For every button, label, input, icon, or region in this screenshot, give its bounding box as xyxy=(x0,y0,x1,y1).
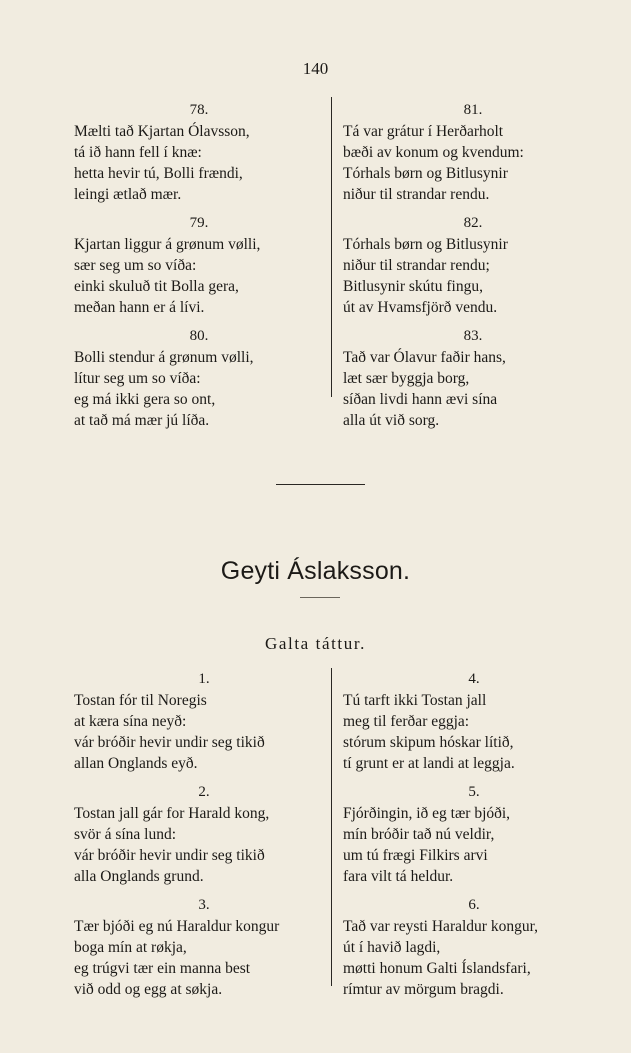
verse-line: at tað má mær jú líða. xyxy=(74,412,210,429)
stanza-number: 1. xyxy=(198,671,210,687)
stanza-number: 82. xyxy=(463,215,483,231)
stanza xyxy=(343,668,605,774)
stanza-number: 2. xyxy=(198,784,210,800)
right-column-bottom xyxy=(343,668,605,1007)
verse-line: lítur seg um so víða: xyxy=(74,370,201,387)
verse-line: niður til strandar rendu. xyxy=(343,186,490,203)
stanza xyxy=(74,668,334,774)
verse-line: Fjórðingin, ið eg tær bjóði, xyxy=(343,805,511,822)
section-subtitle: Galta táttur. xyxy=(264,634,367,653)
verse-line: tí grunt er at landi at leggja. xyxy=(343,755,515,772)
verse-line: bæði av konum og kvendum: xyxy=(343,144,524,161)
left-column-top xyxy=(74,99,324,438)
verse-line: tá ið hann fell í knæ: xyxy=(74,144,202,161)
verse-line: Bitlusynir skútu fingu, xyxy=(343,278,483,295)
section-separator-rule xyxy=(276,484,365,485)
verse-line: allan Onglands eyð. xyxy=(74,755,198,772)
verse-line: Tær bjóði eg nú Haraldur kongur xyxy=(74,918,280,935)
verse-line: Tórhals børn og Bitlusynir xyxy=(343,236,508,253)
left-column-bottom xyxy=(74,668,334,1007)
verse-line: Kjartan liggur á grønum vølli, xyxy=(74,236,261,253)
verse-line: einki skuluð tit Bolla gera, xyxy=(74,278,239,295)
verse-line: Tostan jall gár for Harald kong, xyxy=(74,805,270,822)
verse-line: Tórhals børn og Bitlusynir xyxy=(343,165,508,182)
stanza xyxy=(74,781,334,887)
stanza xyxy=(74,894,334,1000)
verse-line: meðan hann er á lívi. xyxy=(74,299,205,316)
stanza-number: 80. xyxy=(189,328,209,344)
verse-line: meg til ferðar eggja: xyxy=(343,713,470,730)
stanza-number: 5. xyxy=(468,784,480,800)
verse-line: svör á sína lund: xyxy=(74,826,177,843)
stanza-number: 83. xyxy=(463,328,483,344)
stanza-number: 3. xyxy=(198,897,210,913)
verse-line: eg má ikki gera so ont, xyxy=(74,391,216,408)
verse-line: stórum skipum hóskar lítið, xyxy=(343,734,514,751)
verse-line: alla út við sorg. xyxy=(343,412,440,429)
verse-line: út í havið lagdi, xyxy=(343,939,441,956)
stanza-number: 4. xyxy=(468,671,480,687)
stanza-number: 79. xyxy=(189,215,209,231)
section-title: Geyti Áslaksson. xyxy=(220,557,411,585)
verse-line: hetta hevir tú, Bolli frændi, xyxy=(74,165,243,182)
verse-line: læt sær byggja borg, xyxy=(343,370,470,387)
stanza xyxy=(74,212,324,318)
right-column-top xyxy=(343,99,603,438)
verse-line: um tú frægi Filkirs arvi xyxy=(343,847,488,864)
stanza xyxy=(74,325,324,431)
verse-line: rímtur av mörgum bragdi. xyxy=(343,981,504,998)
verse-line: við odd og egg at søkja. xyxy=(74,981,223,998)
stanza xyxy=(74,99,324,205)
verse-line: Tostan fór til Noregis xyxy=(74,692,207,709)
verse-line: mín bróðir tað nú veldir, xyxy=(343,826,495,843)
verse-line: Tú tarft ikki Tostan jall xyxy=(343,692,487,709)
verse-line: sær seg um so víða: xyxy=(74,257,197,274)
verse-line: fara vilt tá heldur. xyxy=(343,868,454,885)
stanza xyxy=(343,212,603,318)
verse-line: boga mín at røkja, xyxy=(74,939,187,956)
verse-line: alla Onglands grund. xyxy=(74,868,204,885)
stanza-number: 81. xyxy=(463,102,483,118)
stanza xyxy=(343,99,603,205)
stanza-number: 6. xyxy=(468,897,480,913)
title-underline-rule xyxy=(300,597,340,598)
stanza-number: 78. xyxy=(189,102,209,118)
verse-line: vár bróðir hevir undir seg tikið xyxy=(74,734,265,751)
verse-line: leingi ætlað mær. xyxy=(74,186,182,203)
verse-line: Tað var Ólavur faðir hans, xyxy=(343,349,506,366)
stanza xyxy=(343,894,605,1000)
column-divider-top xyxy=(331,97,332,397)
verse-line: niður til strandar rendu; xyxy=(343,257,490,274)
verse-line: Mælti tað Kjartan Ólavsson, xyxy=(74,123,250,140)
verse-line: Bolli stendur á grønum vølli, xyxy=(74,349,254,366)
verse-line: vár bróðir hevir undir seg tikið xyxy=(74,847,265,864)
verse-line: møtti honum Galti Íslandsfari, xyxy=(343,960,531,977)
page-number: 140 xyxy=(302,59,329,78)
verse-line: Tá var grátur í Herðarholt xyxy=(343,123,504,140)
stanza xyxy=(343,325,603,431)
verse-line: eg trúgvi tær ein manna best xyxy=(74,960,251,977)
verse-line: at kæra sína neyð: xyxy=(74,713,187,730)
verse-line: síðan livdi hann ævi sína xyxy=(343,391,498,408)
stanza xyxy=(343,781,605,887)
verse-line: Tað var reysti Haraldur kongur, xyxy=(343,918,538,935)
verse-line: út av Hvamsfjörð vendu. xyxy=(343,299,498,316)
